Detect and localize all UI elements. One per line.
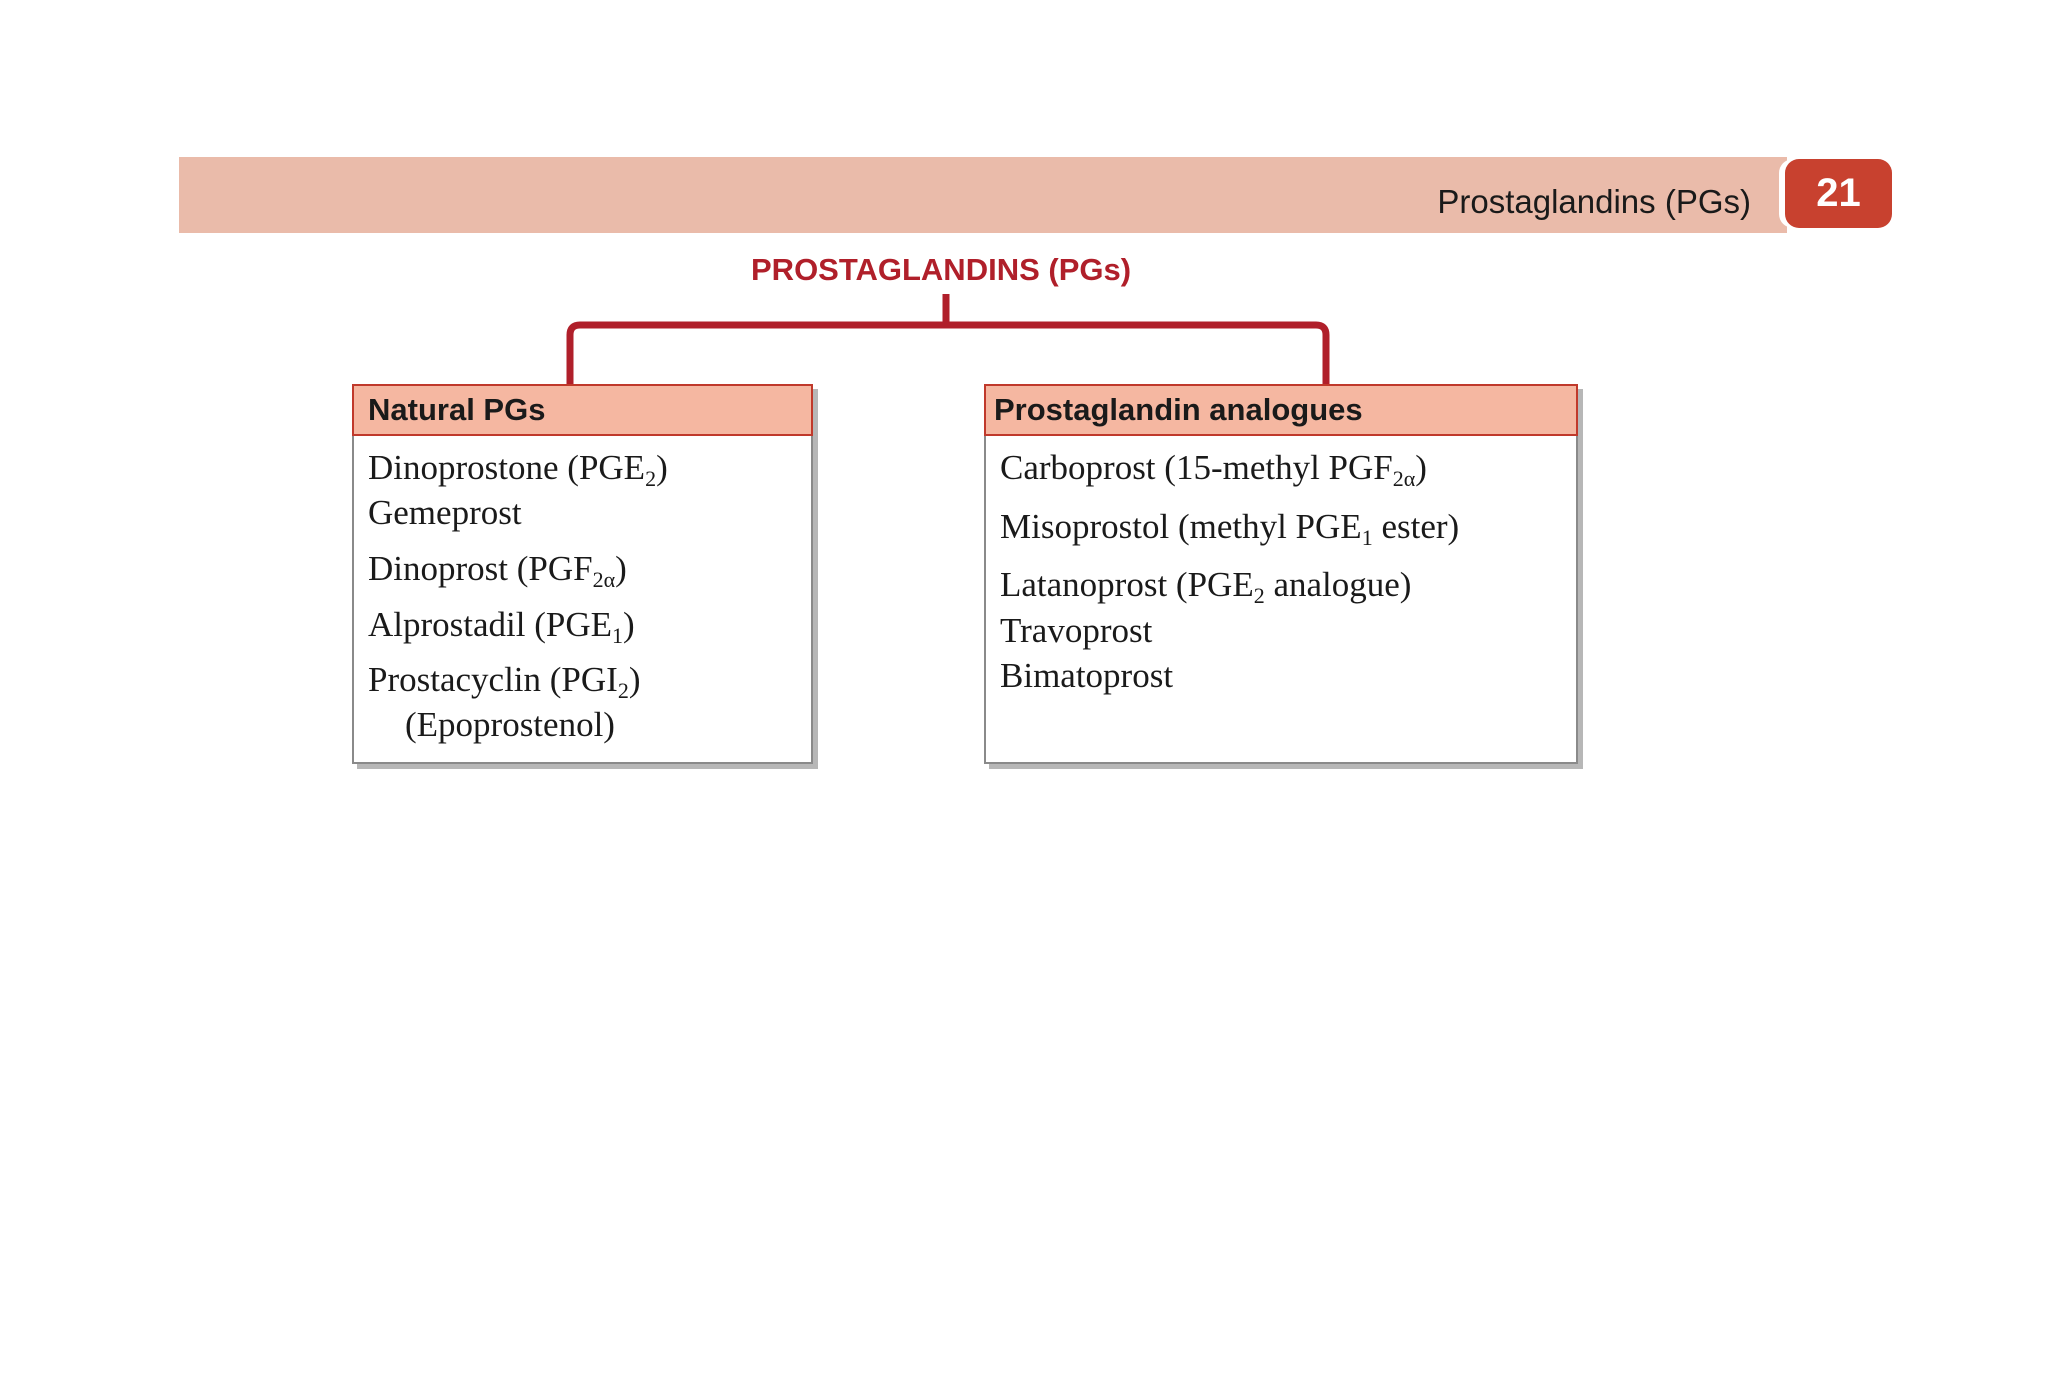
- natural-item-4: Prostacyclin $(PGI_2)$: [368, 660, 641, 703]
- diagram-title: PROSTAGLANDINS (PGs): [751, 252, 1132, 287]
- natural-pgs-box: [352, 384, 813, 764]
- analogue-item-1: Misoprostol (methyl $PGE_1$ ester): [1000, 507, 1460, 550]
- analogue-item-2: Latanoprost ($PGE_2$ analogue): [1000, 565, 1412, 608]
- analogue-item-3: Travoprost: [1000, 611, 1153, 650]
- natural-item-2: Dinoprost $(PGF_{2\alpha})$: [368, 549, 627, 592]
- natural-item-3: Alprostadil $(PGE_1)$: [368, 605, 635, 648]
- connector-branch: [570, 325, 1326, 388]
- natural-item-1: Gemeprost: [368, 493, 522, 532]
- natural-item-0: Dinoprostone $(PGE_2)$: [368, 448, 668, 491]
- analogues-heading: Prostaglandin analogues: [984, 384, 1578, 436]
- analogue-item-0: Carboprost (15-methyl $PGF_{2\alpha}$): [1000, 448, 1427, 491]
- page-number-badge: 21: [1785, 159, 1892, 228]
- analogue-item-4: Bimatoprost: [1000, 656, 1174, 695]
- natural-item-5: (Epoprostenol): [405, 705, 615, 744]
- prostaglandin-analogues-box: [984, 384, 1578, 764]
- chapter-title: Prostaglandins (PGs): [1437, 183, 1751, 220]
- natural-pgs-heading: Natural PGs: [352, 384, 813, 436]
